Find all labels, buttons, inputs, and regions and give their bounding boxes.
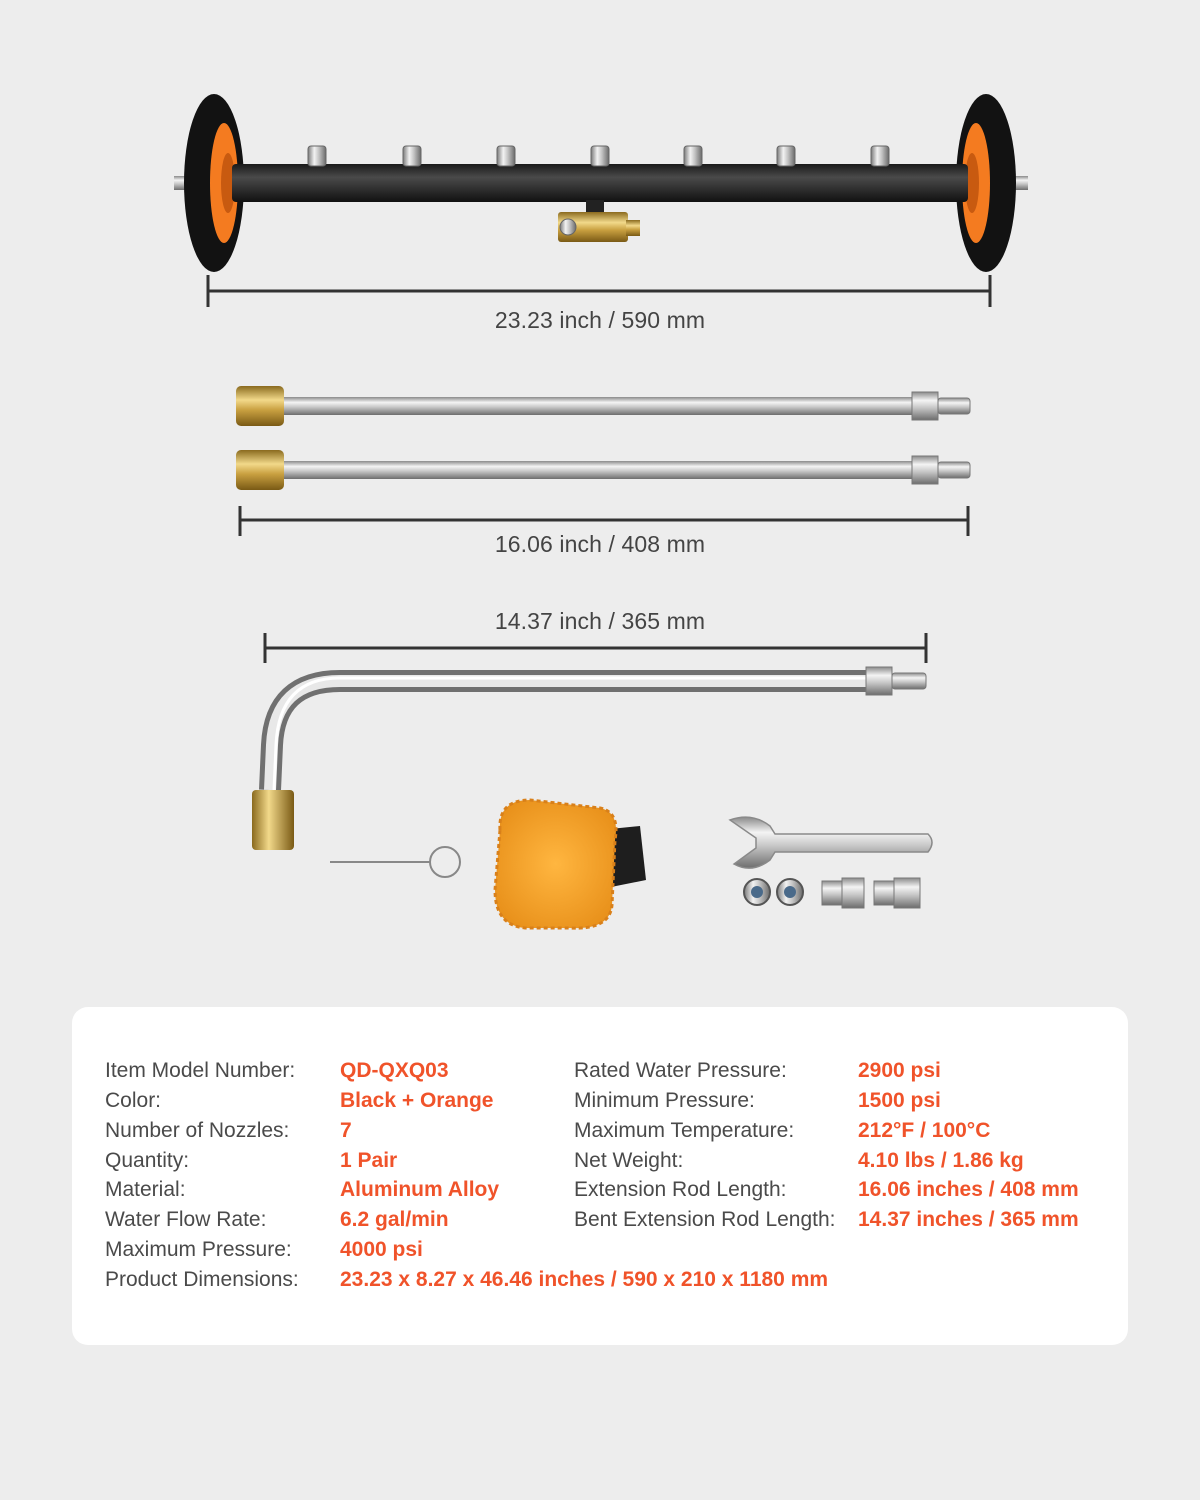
spec-value-rated-pressure: 2900 psi — [858, 1059, 941, 1082]
adapter-fitting-icon — [874, 878, 920, 908]
spec-row — [105, 1146, 189, 1176]
spec-label: Product Dimensions: — [105, 1268, 299, 1291]
dimension-line-bent-rod — [265, 633, 926, 663]
surface-cleaner-width-label: 23.23 inch / 590 mm — [494, 307, 706, 333]
spec-label: Maximum Pressure: — [105, 1238, 292, 1261]
spec-label: Water Flow Rate: — [105, 1208, 267, 1231]
spec-row — [105, 1086, 161, 1116]
dimension-line-width — [208, 275, 990, 307]
wrench-icon — [730, 817, 932, 868]
spec-value-dimensions: 23.23 x 8.27 x 46.46 inches / 590 x 210 x 1180 mm — [340, 1268, 829, 1291]
spec-row — [105, 1235, 292, 1265]
spec-label: Item Model Number: — [105, 1059, 296, 1082]
nozzle-cleaning-needle-icon — [330, 847, 460, 877]
surface-cleaner-icon — [174, 94, 1028, 272]
spec-value-min-pressure: 1500 psi — [858, 1089, 941, 1112]
adapter-fitting-icon — [822, 878, 864, 908]
spec-label: Bent Extension Rod Length: — [574, 1208, 836, 1231]
lock-nut-icon — [744, 879, 770, 905]
extension-rod-length-label: 16.06 inch / 408 mm — [494, 531, 706, 557]
spec-value-quantity: 1 Pair — [340, 1149, 398, 1172]
spec-value-max-temperature: 212°F / 100°C — [858, 1119, 991, 1142]
microfiber-mitt-icon — [495, 800, 646, 928]
spec-label: Maximum Temperature: — [574, 1119, 795, 1142]
spec-label: Net Weight: — [574, 1149, 684, 1172]
spec-value-max-pressure: 4000 psi — [340, 1238, 423, 1261]
spec-value-material: Aluminum Alloy — [340, 1178, 500, 1201]
spec-value-model: QD-QXQ03 — [340, 1059, 449, 1082]
spec-label: Quantity: — [105, 1149, 190, 1172]
spec-label: Rated Water Pressure: — [574, 1059, 787, 1082]
spec-row — [105, 1205, 266, 1235]
extension-rod-icon — [236, 450, 970, 490]
spec-value-bent-rod: 14.37 inches / 365 mm — [858, 1208, 1079, 1231]
spec-row — [105, 1116, 289, 1146]
extension-rod-icon — [236, 386, 970, 426]
spec-value-net-weight: 4.10 lbs / 1.86 kg — [858, 1149, 1024, 1172]
spec-row — [105, 1175, 186, 1205]
spec-value-color: Black + Orange — [340, 1089, 494, 1112]
spec-label: Minimum Pressure: — [574, 1089, 755, 1112]
spec-label: Number of Nozzles: — [105, 1119, 290, 1142]
spec-row — [105, 1265, 299, 1295]
spec-label: Color: — [105, 1089, 162, 1112]
specifications-card — [72, 1007, 1128, 1345]
spec-value-extension-rod: 16.06 inches / 408 mm — [858, 1178, 1079, 1201]
spec-value-flow-rate: 6.2 gal/min — [340, 1208, 449, 1231]
spec-value-nozzles: 7 — [340, 1119, 352, 1142]
bent-rod-length-label: 14.37 inch / 365 mm — [494, 608, 706, 634]
spec-label: Material: — [105, 1178, 186, 1201]
spec-row — [105, 1056, 295, 1086]
spec-label: Extension Rod Length: — [574, 1178, 787, 1201]
lock-nut-icon — [777, 879, 803, 905]
